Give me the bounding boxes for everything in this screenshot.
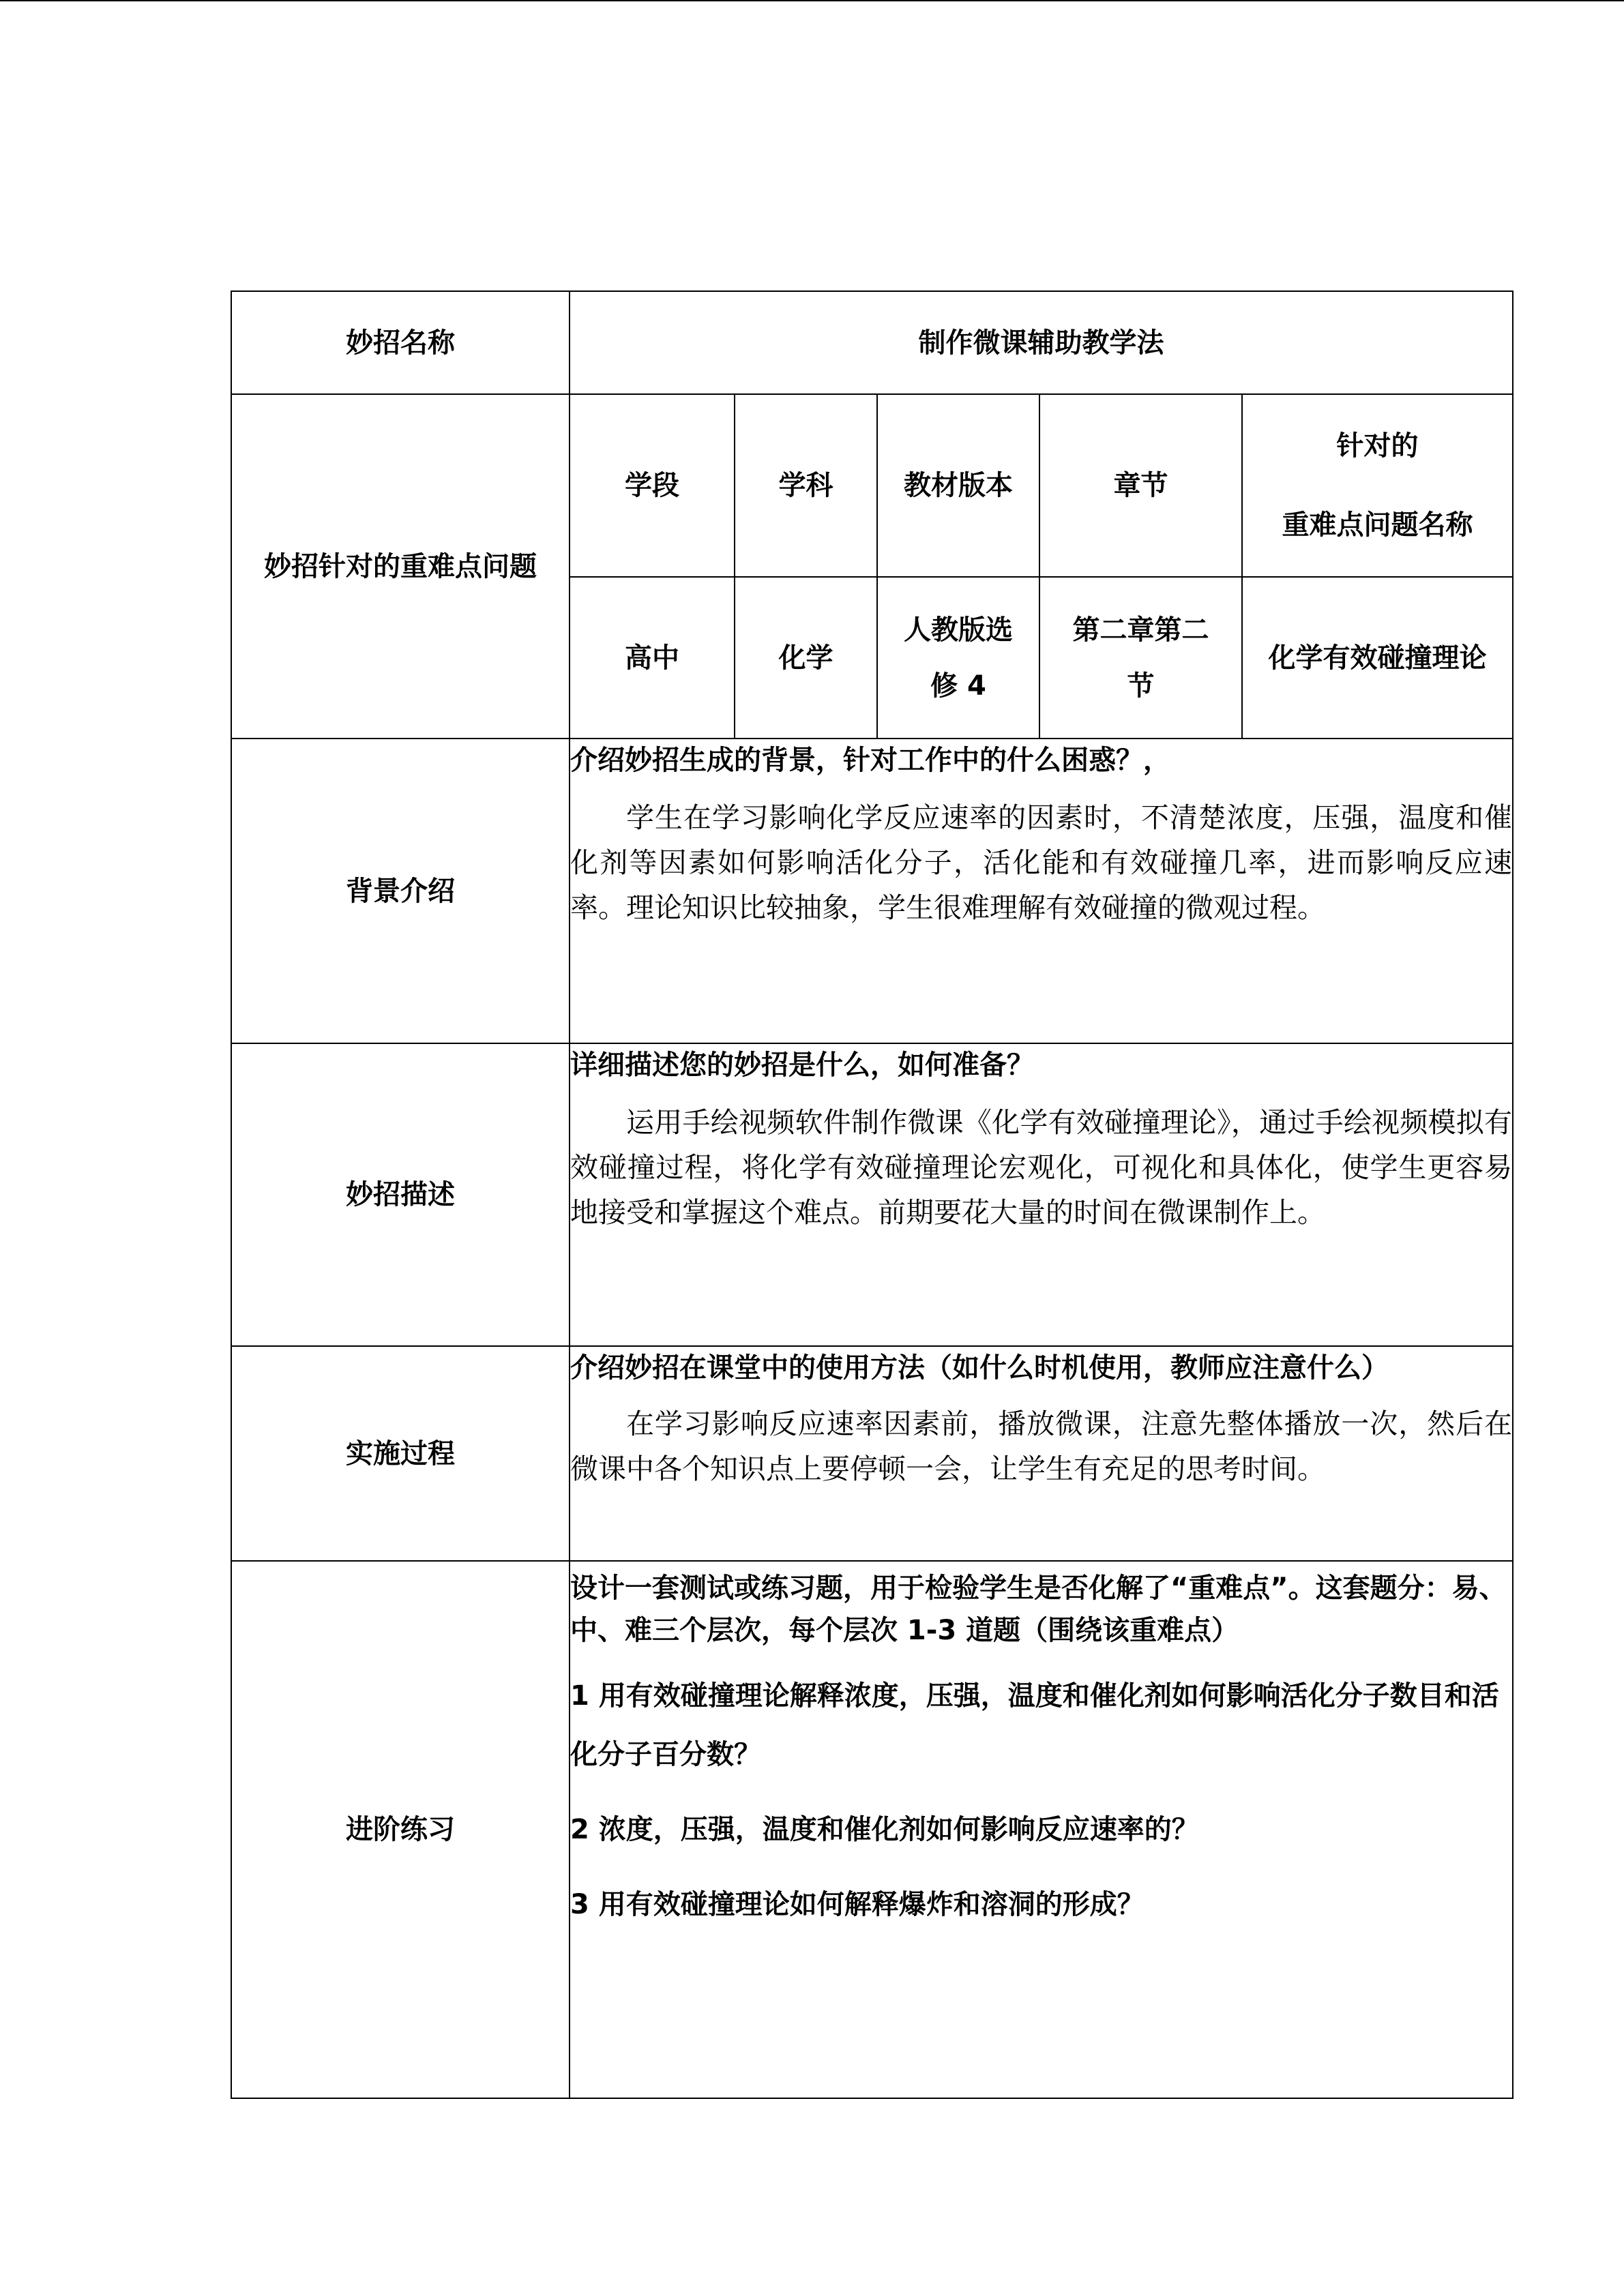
practice-question-3: 3 用有效碰撞理论如何解释爆炸和溶洞的形成？ [570,1889,1145,1920]
header-problem-line2: 重难点问题名称 [1282,509,1473,541]
tip-name-label: 妙招名称 [231,291,570,394]
practice-question-1: 1 用有效碰撞理论解释浓度，压强，温度和催化剂如何影响活化分子数目和活化分子百分数？ [570,1680,1499,1770]
background-prompt: 介绍妙招生成的背景，针对工作中的什么困惑？， [570,745,1170,776]
tip-name-value: 制作微课辅助教学法 [570,291,1513,394]
background-content [570,739,1513,1043]
practice-label: 进阶练习 [231,1561,570,2098]
value-chapter-line2: 节 [1127,670,1155,702]
implementation-label: 实施过程 [231,1346,570,1561]
header-subject: 学科 [735,394,877,577]
header-chapter: 章节 [1039,394,1242,577]
row-practice [231,1561,1513,2098]
row-issue-headers [231,394,1513,577]
description-text: 运用手绘视频软件制作微课《化学有效碰撞理论》，通过手绘视频模拟有效碰撞过程，将化学有效碰撞理论宏观化，可视化和具体化，使学生更容易地接受和掌握这个难点。前期要花大量的时间在微课制作上。 [570,1106,1513,1229]
description-label: 妙招描述 [231,1043,570,1346]
row-implementation [231,1346,1513,1561]
row-tip-name [231,291,1513,394]
row-description [231,1043,1513,1346]
value-edition-line2: 修 4 [930,670,986,702]
top-border-line [0,0,1624,1]
value-edition [877,577,1039,739]
header-stage: 学段 [570,394,735,577]
teaching-tip-form [231,290,1514,2099]
background-label: 背景介绍 [231,739,570,1043]
value-problem: 化学有效碰撞理论 [1242,577,1513,739]
implementation-prompt: 介绍妙招在课堂中的使用方法（如什么时机使用，教师应注意什么） [570,1352,1389,1384]
practice-question-2: 2 浓度，压强，温度和催化剂如何影响反应速率的？ [570,1814,1199,1845]
value-chapter [1039,577,1242,739]
header-problem-name [1242,394,1513,577]
header-problem-line1: 针对的 [1336,430,1419,462]
implementation-content [570,1346,1513,1561]
description-content [570,1043,1513,1346]
value-subject: 化学 [735,577,877,739]
value-edition-line1: 人教版选 [904,614,1013,646]
header-edition: 教材版本 [877,394,1039,577]
background-text: 学生在学习影响化学反应速率的因素时，不清楚浓度，压强，温度和催化剂等因素如何影响活化分子，活化能和有效碰撞几率，进而影响反应速率。理论知识比较抽象，学生很难理解有效碰撞的微观过程。 [570,801,1513,924]
issue-label: 妙招针对的重难点问题 [231,394,570,739]
row-background [231,739,1513,1043]
description-prompt: 详细描述您的妙招是什么，如何准备？ [570,1049,1034,1081]
practice-prompt: 设计一套测试或练习题，用于检验学生是否化解了“重难点”。这套题分：易、中、难三个层次，每个层次 1-3 道题（围绕该重难点） [570,1572,1507,1646]
value-chapter-line1: 第二章第二 [1072,614,1209,646]
practice-content [570,1561,1513,2098]
value-stage: 高中 [570,577,735,739]
implementation-text: 在学习影响反应速率因素前，播放微课，注意先整体播放一次，然后在微课中各个知识点上要停顿一会，让学生有充足的思考时间。 [570,1407,1513,1485]
